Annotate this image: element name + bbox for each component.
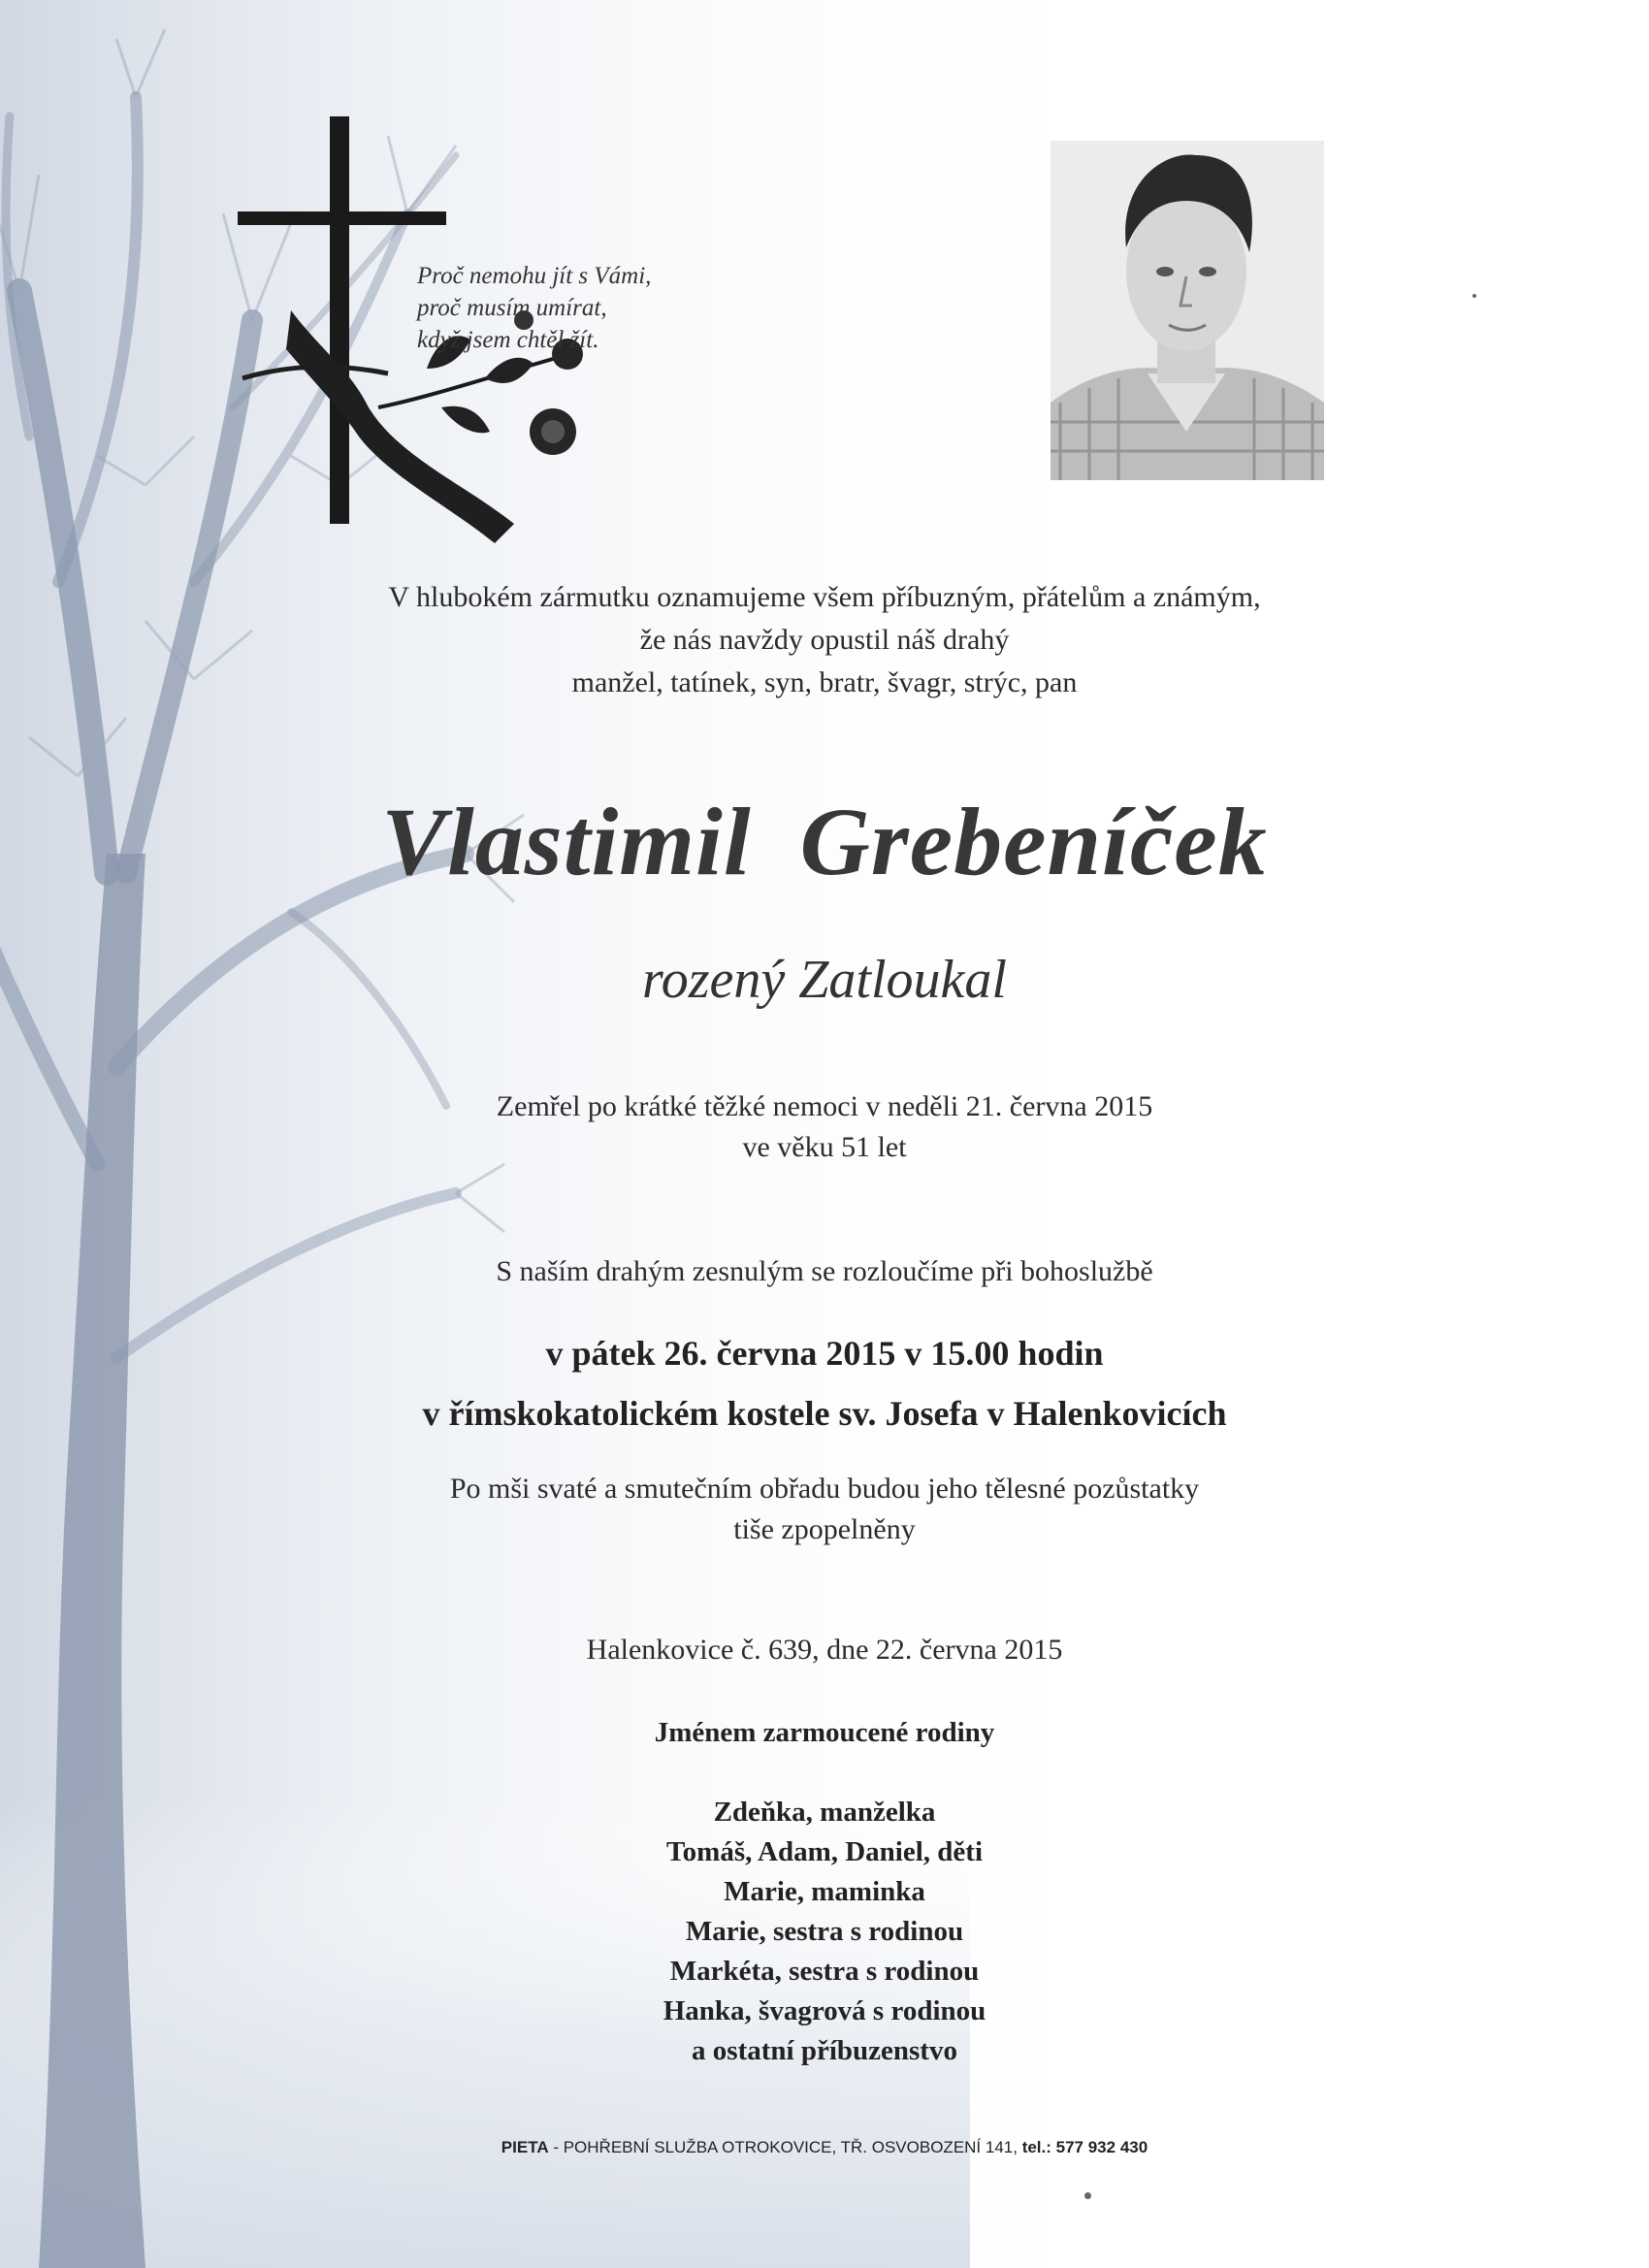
footer-tel: 577 932 430 [1051, 2138, 1148, 2156]
announcement-line: že nás navždy opustil náš drahý [639, 624, 1010, 656]
deceased-first-name: Vlastimil [381, 788, 752, 895]
ceremony-line: v pátek 26. června 2015 v 15.00 hodin [545, 1334, 1104, 1373]
death-info [0, 1086, 1649, 1168]
death-line: Zemřel po krátké těžké nemoci v neděli 21. června 2015 [496, 1090, 1153, 1122]
memorial-verse [417, 260, 824, 356]
announcement-text [0, 576, 1649, 704]
cremation-note [0, 1469, 1649, 1550]
footer-company: PIETA [501, 2138, 549, 2156]
scan-speck [1084, 2192, 1091, 2199]
place-and-date: Halenkovice č. 639, dne 22. června 2015 [586, 1634, 1063, 1666]
family-member: Hanka, švagrová s rodinou [663, 1995, 986, 2026]
deceased-name [0, 784, 1649, 900]
announcement-line: V hlubokém zármutku oznamujeme všem příbuzným, přátelům a známým, [388, 581, 1261, 613]
family-title: Jménem zarmoucené rodiny [654, 1717, 995, 1748]
family-member: Markéta, sestra s rodinou [669, 1956, 980, 1987]
portrait-image [1051, 141, 1324, 480]
family-member: Tomáš, Adam, Daniel, děti [665, 1836, 984, 1867]
scan-speck [1472, 294, 1476, 298]
verse-line: proč musím umírat, [417, 295, 607, 321]
farewell-text: S naším drahým zesnulým se rozloučíme při bohoslužbě [496, 1255, 1153, 1287]
death-line: ve věku 51 let [742, 1131, 907, 1163]
cremation-line: Po mši svaté a smutečním obřadu budou jeho tělesné pozůstatky [449, 1473, 1200, 1505]
family-member: a ostatní příbuzenstvo [692, 2035, 957, 2066]
family-members-list [0, 1793, 1649, 2071]
portrait-photo [1051, 141, 1324, 480]
footer-address: - POHŘEBNÍ SLUŽBA OTROKOVICE, TŘ. OSVOBOZENÍ 141, [548, 2138, 1022, 2156]
announcement-line: manžel, tatínek, syn, bratr, švagr, strýc, pan [571, 666, 1078, 698]
deceased-last-name: Grebeníček [799, 788, 1268, 895]
ceremony-details [0, 1323, 1649, 1443]
family-member: Zdeňka, manželka [713, 1797, 936, 1828]
funeral-service-footer [0, 2136, 1649, 2159]
family-member: Marie, maminka [724, 1876, 925, 1907]
cremation-line: tiše zpopelněny [733, 1513, 916, 1545]
verse-line: když jsem chtěl žít. [417, 327, 599, 353]
verse-line: Proč nemohu jít s Vámi, [417, 263, 652, 289]
footer-tel-label: tel.: [1021, 2138, 1051, 2156]
family-member: Marie, sestra s rodinou [685, 1916, 964, 1947]
deceased-birth-name: rozený Zatloukal [642, 950, 1007, 1010]
ceremony-line: v římskokatolickém kostele sv. Josefa v Halenkovicích [422, 1394, 1227, 1433]
